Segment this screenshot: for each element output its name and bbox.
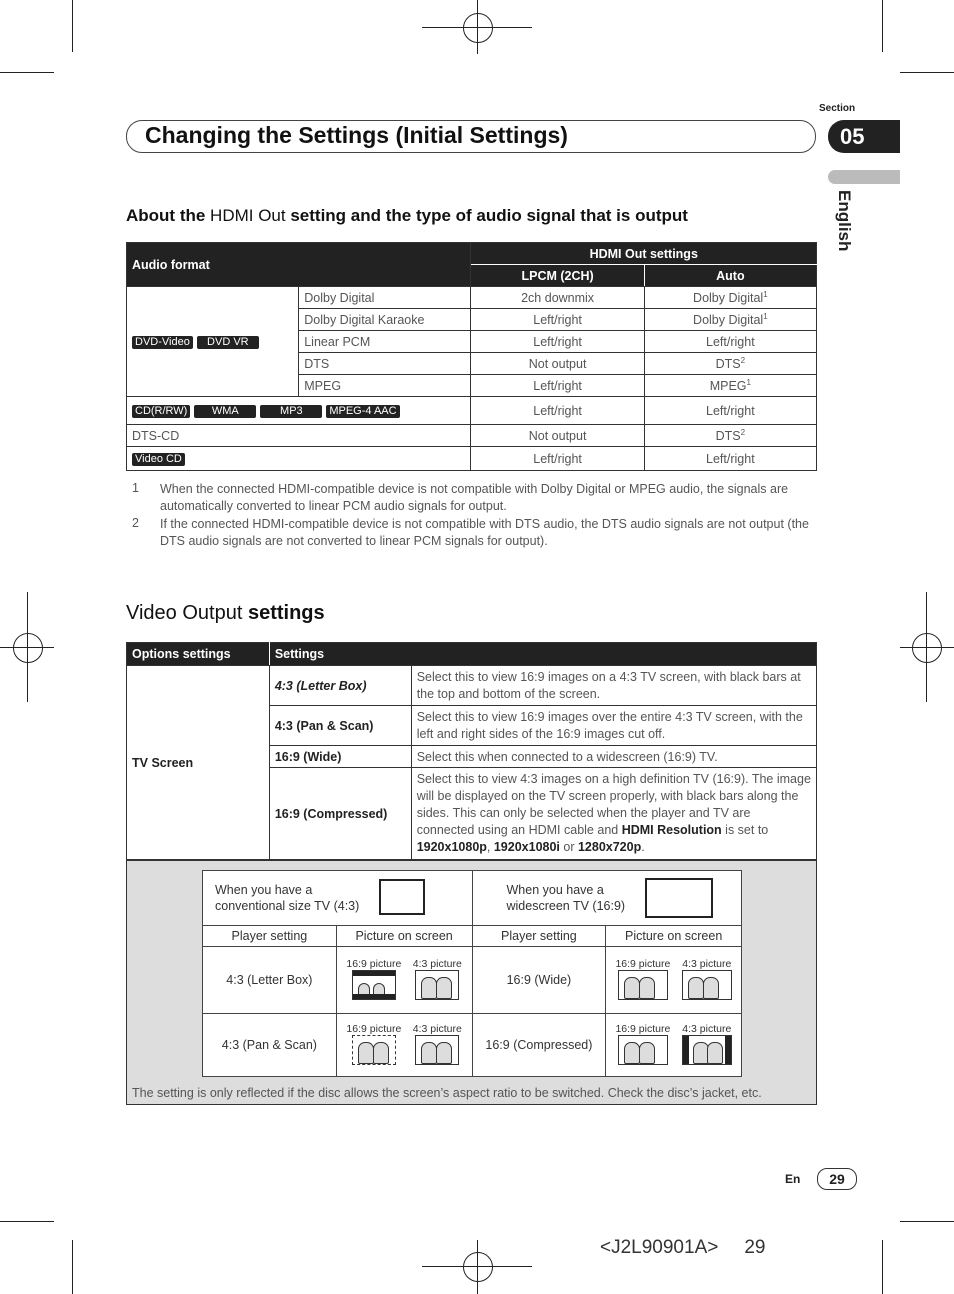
- letterbox-picture: [352, 970, 396, 1000]
- col-lpcm: LPCM (2CH): [471, 265, 644, 287]
- option-tv-screen: TV Screen: [127, 666, 270, 860]
- language-label: English: [835, 190, 854, 252]
- tv-illustration-table: When you have a conventional size TV (4:3) When you have a widescreen TV (16:9) Player setting Picture on screen Player setting Picture on screen 4:3 (Letter Box) 16:9 picture 4:3 picture 16:9 (Wide) 16:9 picture 4:3 picture 4:3 (Pan & Scan) 16:9 picture 4:3 picture 16:9 (Compressed) 16:9 picture 4:3 picture: [202, 870, 742, 1077]
- table-row: Linear PCM Left/right Left/right: [127, 331, 817, 353]
- table-row: DTS Not output DTS$^2$: [127, 353, 817, 375]
- table-row: Dolby Digital Karaoke Left/right Dolby Digital$^1$: [127, 309, 817, 331]
- tv-16x9-icon: [645, 878, 713, 918]
- col-options: Options settings: [127, 643, 270, 666]
- cd-badges: CD(R/RW) WMA MP3 MPEG-4 AAC: [127, 397, 471, 425]
- section-number: 05: [828, 120, 900, 153]
- page-title: Changing the Settings (Initial Settings): [145, 122, 568, 148]
- wide-tv-label: When you have a widescreen TV (16:9): [506, 883, 626, 913]
- wide-picture: [618, 970, 668, 1000]
- col-audio-format: Audio format: [127, 243, 471, 287]
- table-row: 4:3 (Pan & Scan) Select this to view 16:9 images over the entire 4:3 TV screen, with the left and right sides of the 16:9 images cut off.: [127, 706, 817, 746]
- vcd-badge: Video CD: [132, 453, 185, 466]
- tv-4x3-icon: [379, 879, 425, 915]
- col-hdmi-out: HDMI Out settings: [471, 243, 817, 265]
- table-row: CD(R/RW) WMA MP3 MPEG-4 AAC Left/right Left/right: [127, 397, 817, 425]
- table-row: DVD-Video DVD VR Dolby Digital 2ch downmix Dolby Digital$^1$: [127, 287, 817, 309]
- aspect-note: The setting is only reflected if the disc allows the screen’s aspect ratio to be switched. Check the disc’s jacket, etc.: [132, 1086, 762, 1100]
- hdmi-heading: About the HDMI Out setting and the type of audio signal that is output: [126, 206, 688, 225]
- table-row: TV Screen 4:3 (Letter Box) Select this to view 16:9 images on a 4:3 TV screen, with black bars at the top and bottom of the screen.: [127, 666, 817, 706]
- language-bar: [828, 170, 900, 184]
- video-heading: Video Output settings: [126, 602, 325, 624]
- hdmi-audio-table: [126, 242, 817, 471]
- normal-picture: [415, 1035, 459, 1065]
- table-row: MPEG Left/right MPEG$^1$: [127, 375, 817, 397]
- page-number: 29: [817, 1168, 857, 1190]
- table-row: 4:3 (Letter Box) 16:9 picture 4:3 picture 16:9 (Wide) 16:9 picture 4:3 picture: [203, 947, 742, 1014]
- section-label: Section: [819, 103, 856, 114]
- table-row: DTS-CD Not output DTS$^2$: [127, 425, 817, 447]
- conv-tv-label: When you have a conventional size TV (4:3): [215, 883, 360, 913]
- table-row: Video CD Left/right Left/right: [127, 447, 817, 471]
- col-auto: Auto: [644, 265, 816, 287]
- video-output-table: [126, 642, 817, 860]
- col-settings: Settings: [269, 643, 816, 666]
- dvd-badges: DVD-Video DVD VR: [127, 287, 299, 397]
- pan-scan-picture: [352, 1035, 396, 1065]
- table-row: 4:3 (Pan & Scan) 16:9 picture 4:3 picture 16:9 (Compressed) 16:9 picture 4:3 picture: [203, 1014, 742, 1077]
- doc-code: <J2L90901A> 29: [600, 1237, 766, 1258]
- normal-picture: [415, 970, 459, 1000]
- sidebar-picture: [682, 1035, 732, 1065]
- language-abbr: En: [785, 1172, 801, 1186]
- table-row: 16:9 (Wide) Select this when connected to a widescreen (16:9) TV.: [127, 746, 817, 768]
- table-row: 16:9 (Compressed) Select this to view 4:3 images on a high definition TV (16:9). The image will be displayed on the TV screen properly, with black bars along the sides. This can only be selected when the player and TV are connected using an HDMI cable and HDMI Resolution is set to 1920x1080p, 1920x1080i or 1280x720p.: [127, 768, 817, 860]
- compressed-picture: [618, 1035, 668, 1065]
- stretched-picture: [682, 970, 732, 1000]
